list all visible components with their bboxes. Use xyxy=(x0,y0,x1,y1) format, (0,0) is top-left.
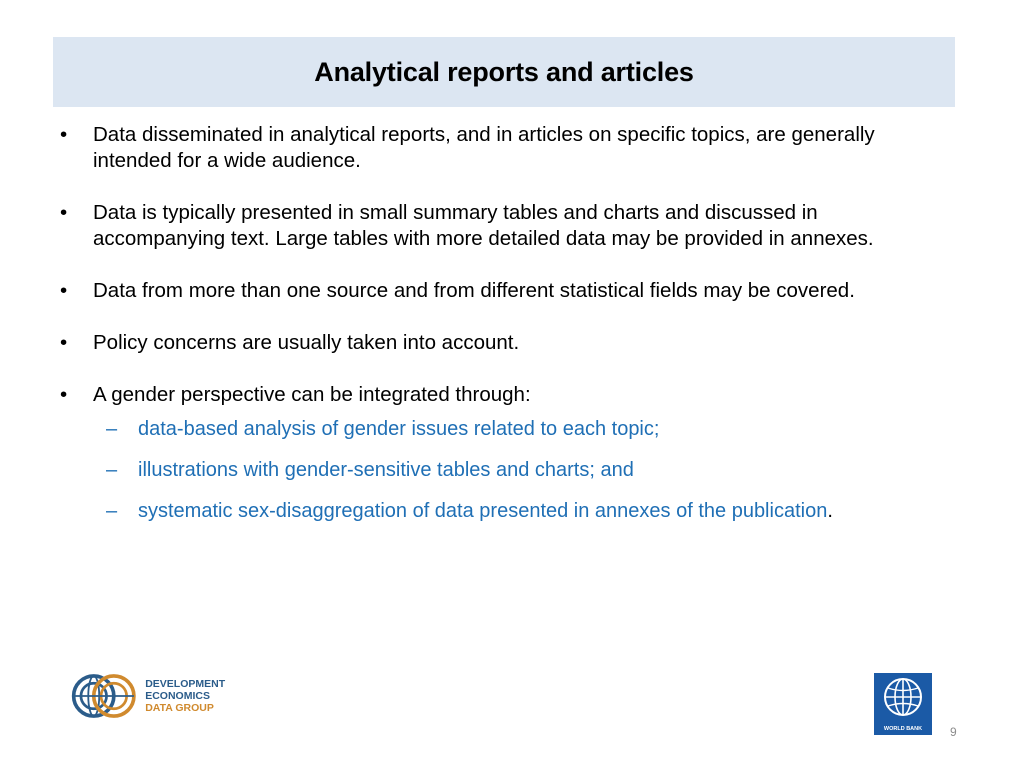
bullet-text: Policy concerns are usually taken into account. xyxy=(93,331,520,354)
bullet-item xyxy=(60,278,940,304)
development-economics-logo xyxy=(70,668,280,724)
bullet-marker: • xyxy=(60,123,68,146)
slide-content xyxy=(60,122,940,537)
globe-rings-icon xyxy=(70,668,141,724)
sub-bullet-marker: – xyxy=(106,459,118,481)
sub-bullet-marker: – xyxy=(106,500,118,522)
bullet-marker: • xyxy=(60,331,68,354)
bullet-marker: • xyxy=(60,279,68,302)
sub-bullet-text: illustrations with gender-sensitive tables and charts; and xyxy=(138,459,634,481)
sub-bullet-text: systematic sex-disaggregation of data presented in annexes of the publication xyxy=(138,500,828,522)
logo-line-1: DEVELOPMENT ECONOMICS xyxy=(145,678,226,702)
sub-bullet-text: data-based analysis of gender issues related to each topic; xyxy=(138,418,660,440)
sub-bullet-item xyxy=(60,455,940,486)
world-bank-label: WORLD BANK xyxy=(883,726,923,732)
logo-line-2: DATA GROUP xyxy=(145,702,214,714)
world-bank-globe-icon xyxy=(874,673,932,723)
bullet-item xyxy=(60,382,940,408)
bullet-text: Data disseminated in analytical reports, and in articles on specific topics, are generally intended for a wide audience. xyxy=(93,123,875,172)
bullet-item xyxy=(60,200,940,252)
sub-bullet-tail: . xyxy=(827,500,833,522)
bullet-text: Data is typically presented in small summary tables and charts and discussed in accompanying text. Large tables with more detailed data may be provided in annexes. xyxy=(93,201,874,250)
bullet-item xyxy=(60,330,940,356)
sub-bullet-item xyxy=(60,496,940,527)
bullet-marker: • xyxy=(60,201,68,224)
world-bank-logo xyxy=(874,673,932,735)
slide-title: Analytical reports and articles xyxy=(314,56,694,87)
bullet-text: A gender perspective can be integrated through: xyxy=(93,383,531,406)
page-number: 9 xyxy=(950,725,957,739)
bullet-item xyxy=(60,122,940,174)
logo-text xyxy=(145,678,280,714)
sub-bullet-marker: – xyxy=(106,418,118,440)
bullet-text: Data from more than one source and from different statistical fields may be covered. xyxy=(93,279,855,302)
sub-bullet-item xyxy=(60,414,940,445)
bullet-marker: • xyxy=(60,383,68,406)
title-bar xyxy=(53,37,955,107)
